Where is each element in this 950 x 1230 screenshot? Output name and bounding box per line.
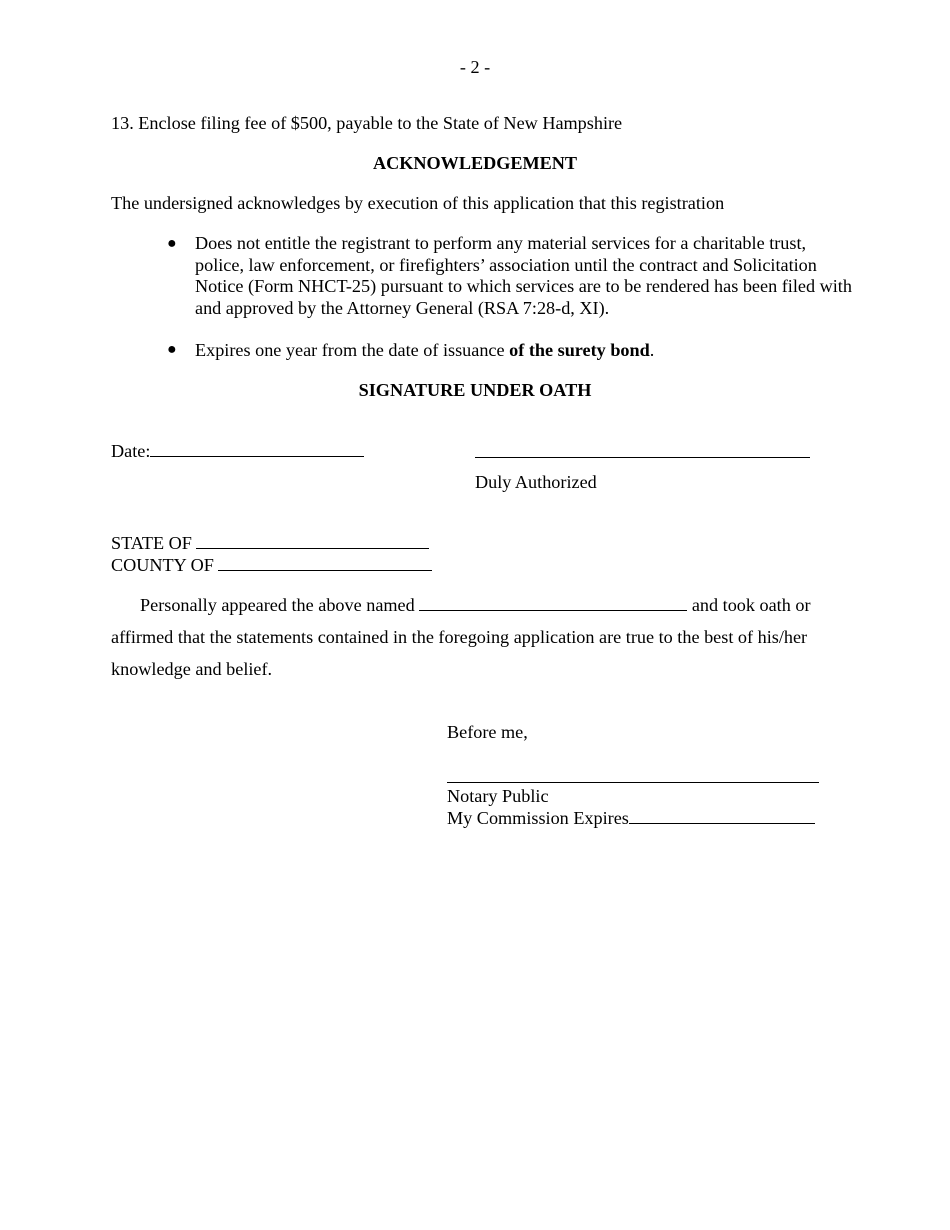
bullet-dot-icon: ● <box>167 341 177 358</box>
oath-prefix: Personally appeared the above named <box>140 595 415 615</box>
signature-heading: SIGNATURE UNDER OATH <box>358 380 592 400</box>
county-blank-field[interactable] <box>218 554 432 571</box>
state-blank-field[interactable] <box>196 532 429 549</box>
commission-expires-label: My Commission Expires <box>447 808 629 828</box>
expiration-period: . <box>649 340 655 360</box>
oath-paragraph <box>111 589 831 685</box>
expiration-bold-text: of the surety bond <box>509 340 650 360</box>
duly-authorized-label: Duly Authorized <box>475 472 597 492</box>
named-person-blank-field[interactable] <box>419 594 687 611</box>
before-me-label: Before me, <box>447 722 528 742</box>
commission-expires-blank-field[interactable] <box>629 807 815 824</box>
commission-expires-line <box>447 807 815 829</box>
bullet-item-material-services: Does not entitle the registrant to perform any material services for a charitable trust, police, law enforcement, or firefighters’ association until the contract and Solicitation Notice (Form NHCT-25) pursuant to which services are to be rendered has been filed with and approved by the Attorney General (RSA 7:28-d, XI). <box>195 233 852 319</box>
bullet-item-expiration <box>195 339 654 361</box>
authorized-signature-line[interactable] <box>475 457 810 458</box>
item-13-filing-fee: 13. Enclose filing fee of $500, payable to the State of New Hampshire <box>111 113 623 133</box>
notary-public-label: Notary Public <box>447 786 549 806</box>
state-of-line <box>111 532 429 554</box>
bullet-dot-icon: ● <box>167 235 177 252</box>
county-of-line <box>111 554 432 576</box>
notary-signature-line[interactable] <box>447 782 819 783</box>
state-of-label: STATE OF <box>111 533 192 553</box>
date-label: Date: <box>111 441 151 461</box>
date-blank-field[interactable] <box>150 440 364 457</box>
expiration-text: Expires one year from the date of issuance <box>195 340 510 360</box>
date-line <box>111 440 364 462</box>
oath-suffix: and took oath or affirmed that the statements contained in the foregoing application are true to the best of his/her knowledge and belief. <box>111 595 811 679</box>
acknowledgement-intro: The undersigned acknowledges by execution of this application that this registration <box>111 193 725 213</box>
acknowledgement-heading: ACKNOWLEDGEMENT <box>372 153 578 173</box>
page-number: - 2 - <box>459 57 491 77</box>
county-of-label: COUNTY OF <box>111 555 214 575</box>
